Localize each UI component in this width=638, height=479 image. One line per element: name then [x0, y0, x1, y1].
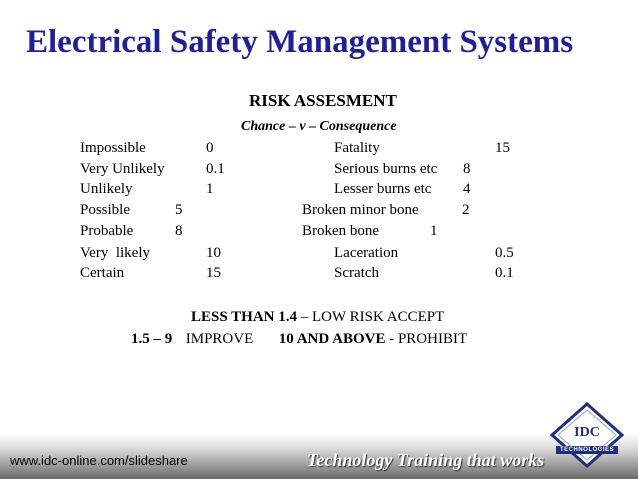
chance-value: 0	[206, 140, 214, 156]
consequence-value: 8	[463, 161, 471, 177]
improve-range: 1.5 – 9	[131, 331, 173, 347]
chance-value: 8	[175, 223, 183, 239]
risk-summary-line-2	[131, 331, 467, 348]
improve-action: IMPROVE	[185, 331, 254, 347]
low-risk-action: – LOW RISK ACCEPT	[297, 309, 445, 325]
low-risk-threshold: LESS THAN 1.4	[191, 309, 298, 325]
footer-url[interactable]: www.idc-online.com/slideshare	[10, 453, 188, 468]
consequence-label: Scratch	[334, 265, 379, 281]
chance-value: 5	[175, 202, 183, 218]
risk-summary-line-1	[191, 309, 444, 326]
logo-subtext: TECHNOLOGIES	[556, 446, 618, 454]
footer-tagline: Technology Training that works	[307, 450, 545, 470]
chance-label: Certain	[80, 265, 125, 281]
prohibit-threshold: 10 AND ABOVE	[278, 331, 386, 347]
consequence-label: Broken minor bone	[302, 202, 419, 218]
section-subheading: Chance – v – Consequence	[241, 119, 397, 134]
consequence-label: Fatality	[334, 140, 380, 156]
chance-value: 15	[206, 265, 221, 281]
chance-label: Impossible	[80, 140, 146, 156]
consequence-label: Lesser burns etc	[334, 181, 432, 197]
chance-label: Possible	[80, 202, 131, 218]
consequence-value: 4	[463, 181, 471, 197]
section-heading: RISK ASSESMENT	[249, 91, 397, 110]
chance-value: 10	[206, 245, 221, 261]
chance-value: 0.1	[206, 161, 225, 177]
consequence-label: Serious burns etc	[334, 161, 438, 177]
chance-value: 1	[206, 181, 214, 197]
consequence-value: 1	[430, 223, 438, 239]
consequence-value: 2	[462, 202, 470, 218]
logo-text: IDC	[574, 425, 600, 440]
consequence-value: 0.5	[495, 245, 514, 261]
consequence-label: Laceration	[334, 245, 399, 261]
chance-label: Probable	[80, 223, 134, 239]
slide-title: Electrical Safety Management Systems	[26, 24, 574, 60]
consequence-value: 0.1	[495, 265, 514, 281]
consequence-label: Broken bone	[302, 223, 380, 239]
chance-label: Very Unlikely	[80, 161, 165, 177]
prohibit-action: - PROHIBIT	[385, 331, 468, 347]
chance-label: Unlikely	[80, 181, 133, 197]
consequence-value: 15	[495, 140, 510, 156]
chance-label: Very likely	[80, 245, 150, 261]
